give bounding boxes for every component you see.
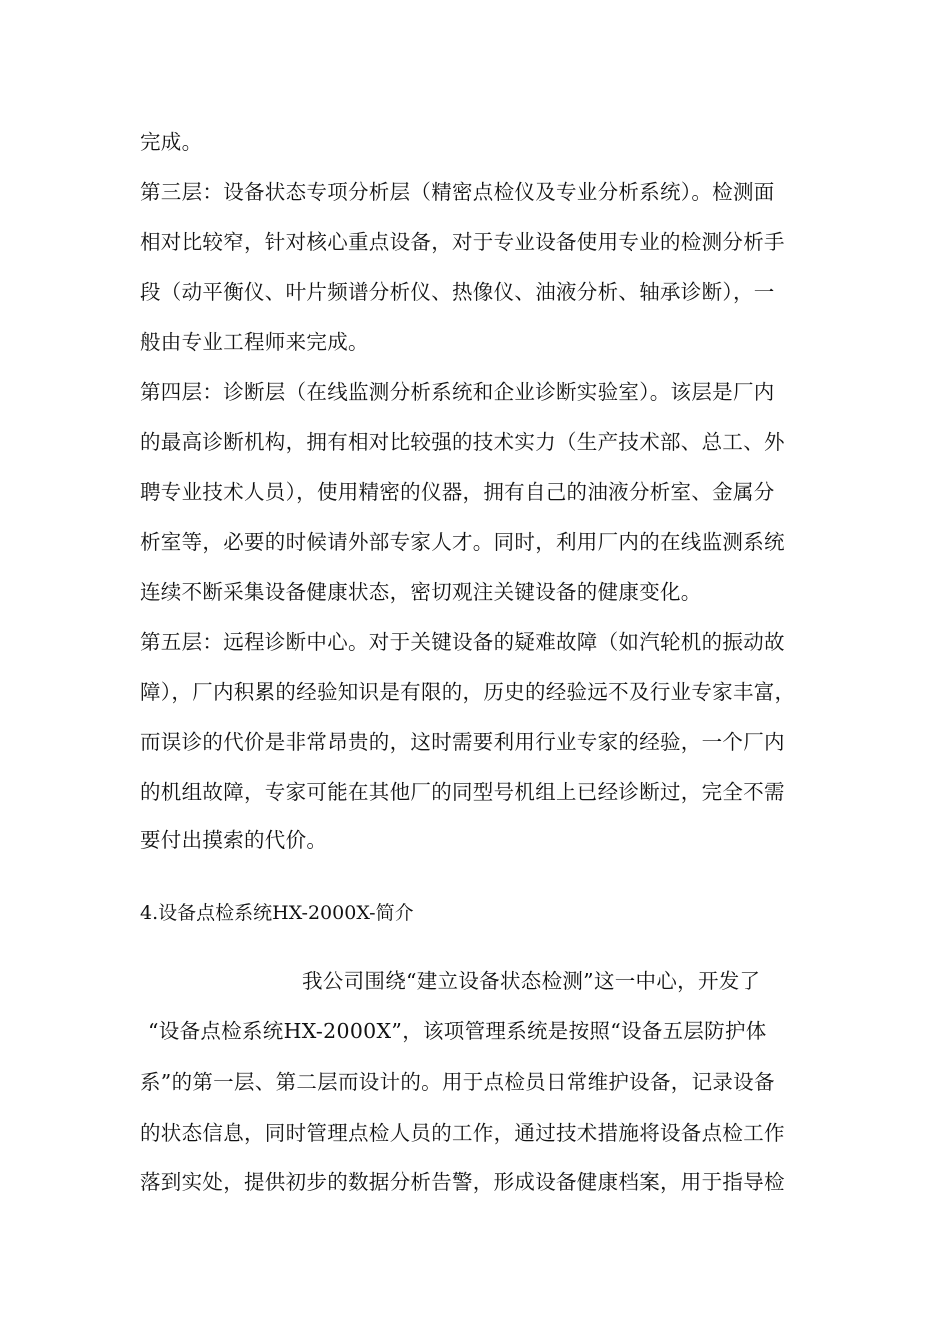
paragraph-line: 般由专业工程师来完成。 (140, 330, 369, 354)
paragraph-line: 第五层：远程诊断中心。对于关键设备的疑难故障（如汽轮机的振动故 (140, 630, 785, 654)
paragraph-line: 第三层：设备状态专项分析层（精密点检仪及专业分析系统）。检测面 (140, 180, 775, 204)
paragraph-line: 我公司围绕“建立设备状态检测”这一中心，开发了 (302, 969, 761, 993)
paragraph-line: 系”的第一层、第二层而设计的。用于点检员日常维护设备，记录设备 (140, 1070, 775, 1094)
paragraph-line: 落到实处，提供初步的数据分析告警，形成设备健康档案，用于指导检 (140, 1170, 785, 1194)
paragraph-line: 聘专业技术人员），使用精密的仪器，拥有自己的油液分析室、金属分 (140, 480, 775, 504)
section-heading: 4.设备点检系统HX-2000X-简介 (140, 902, 414, 924)
paragraph-line: 相对比较窄，针对核心重点设备，对于专业设备使用专业的检测分析手 (140, 230, 785, 254)
paragraph-line: 完成。 (140, 130, 203, 154)
paragraph-line: 析室等，必要的时候请外部专家人才。同时，利用厂内的在线监测系统 (140, 530, 785, 554)
paragraph-line: 的机组故障，专家可能在其他厂的同型号机组上已经诊断过，完全不需 (140, 780, 785, 804)
paragraph-line: 障），厂内积累的经验知识是有限的，历史的经验远不及行业专家丰富， (140, 680, 796, 704)
paragraph-line: “设备点检系统HX-2000X”，该项管理系统是按照“设备五层防护体 (148, 1019, 767, 1043)
paragraph-line: 要付出摸索的代价。 (140, 828, 328, 852)
paragraph-line: 而误诊的代价是非常昂贵的，这时需要利用行业专家的经验，一个厂内 (140, 730, 785, 754)
paragraph-line: 的最高诊断机构，拥有相对比较强的技术实力（生产技术部、总工、外 (140, 430, 785, 454)
paragraph-line: 段（动平衡仪、叶片频谱分析仪、热像仪、油液分析、轴承诊断），一 (140, 280, 775, 304)
paragraph-line: 连续不断采集设备健康状态，密切观注关键设备的健康变化。 (140, 580, 702, 604)
paragraph-line: 的状态信息，同时管理点检人员的工作，通过技术措施将设备点检工作 (140, 1121, 785, 1145)
paragraph-line: 第四层：诊断层（在线监测分析系统和企业诊断实验室）。该层是厂内 (140, 380, 775, 404)
